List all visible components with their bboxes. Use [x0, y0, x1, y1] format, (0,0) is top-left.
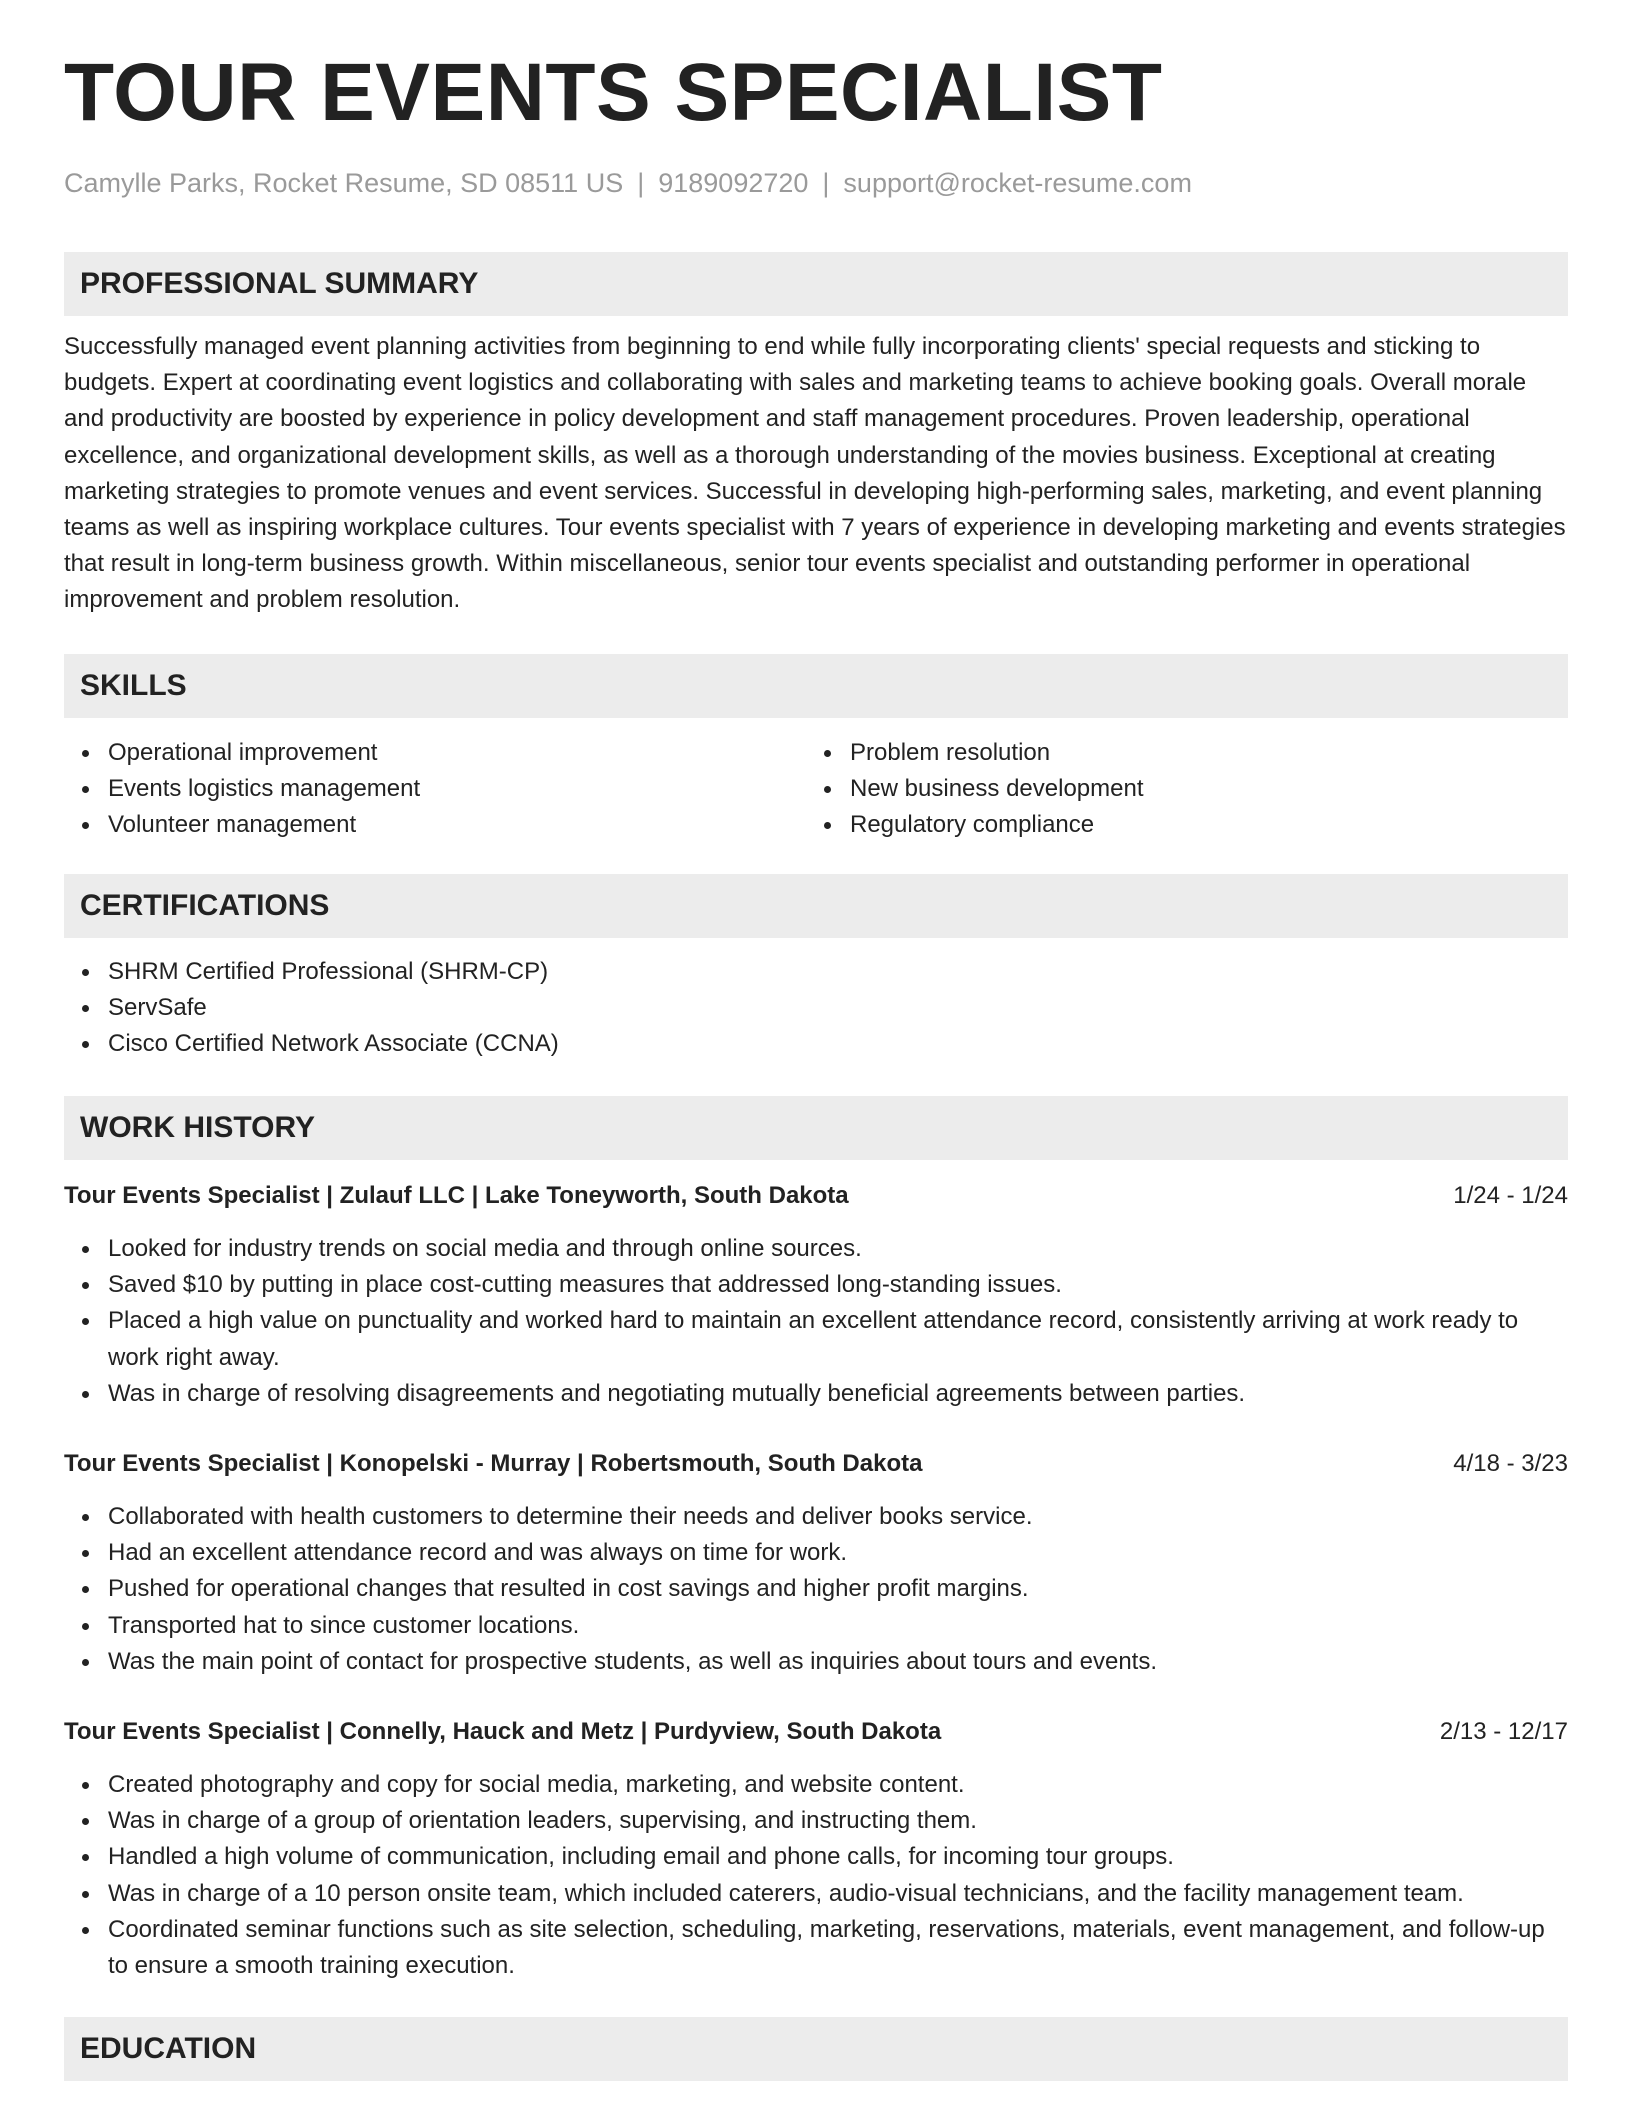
job-header	[64, 1714, 1568, 1750]
job-bullet: Saved $10 by putting in place cost-cutting measures that addressed long-standing issues.	[108, 1267, 1568, 1303]
section-heading-education: EDUCATION	[64, 2017, 1568, 2081]
job-bullet: Handled a high volume of communication, including email and phone calls, for incoming tour groups.	[108, 1839, 1568, 1875]
job-bullet: Was in charge of a group of orientation leaders, supervising, and instructing them.	[108, 1803, 1568, 1839]
summary-text: Successfully managed event planning activities from beginning to end while fully incorporating clients' special requests and sticking to budgets. Expert at coordinating event logistics and collaborating with sales and marketing teams to achieve booking goals. Overall morale and productivity are boosted by experience in policy development and staff management procedures. Proven leadership, operational excellence, and organizational development skills, as well as a thorough understanding of the movies business. Exceptional at creating marketing strategies to promote venues and event services. Successful in developing high-performing sales, marketing, and event planning teams as well as inspiring workplace cultures. Tour events specialist with 7 years of experience in developing marketing and events strategies that result in long-term business growth. Within miscellaneous, senior tour events specialist and outstanding performer in operational improvement and problem resolution.	[64, 333, 1566, 614]
job-title: Tour Events Specialist | Zulauf LLC | Lake Toneyworth, South Dakota	[64, 1182, 849, 1209]
skill-item: Volunteer management	[108, 807, 808, 843]
job-bullets	[64, 1767, 1568, 1984]
job-bullets	[64, 1499, 1568, 1680]
job-header	[64, 1178, 1568, 1214]
contact-name-address: Camylle Parks, Rocket Resume, SD 08511 US	[64, 168, 624, 198]
job-title: Tour Events Specialist | Connelly, Hauck and Metz | Purdyview, South Dakota	[64, 1718, 942, 1745]
job-bullets	[64, 1231, 1568, 1412]
job-bullet: Collaborated with health customers to determine their needs and deliver books service.	[108, 1499, 1568, 1535]
job-dates: 4/18 - 3/23	[1453, 1450, 1568, 1477]
job-bullet: Was in charge of resolving disagreements and negotiating mutually beneficial agreements between parties.	[108, 1376, 1568, 1412]
job-bullet: Was in charge of a 10 person onsite team, which included caterers, audio-visual technicians, and the facility management team.	[108, 1876, 1568, 1912]
certification-item: SHRM Certified Professional (SHRM-CP)	[108, 954, 1568, 990]
skills-list-left	[64, 735, 808, 844]
skills-list-right	[806, 735, 1550, 844]
job-bullet: Had an excellent attendance record and was always on time for work.	[108, 1535, 1568, 1571]
certification-item: ServSafe	[108, 990, 1568, 1026]
certifications-list	[64, 954, 1568, 1063]
skill-item: Operational improvement	[108, 735, 808, 771]
job-dates: 1/24 - 1/24	[1453, 1182, 1568, 1209]
contact-separator: |	[822, 168, 830, 198]
resume-title: TOUR EVENTS SPECIALIST	[64, 47, 1163, 138]
skill-item: Events logistics management	[108, 771, 808, 807]
contact-line	[64, 168, 1192, 199]
job-bullet: Pushed for operational changes that resulted in cost savings and higher profit margins.	[108, 1571, 1568, 1607]
skill-item: Regulatory compliance	[850, 807, 1550, 843]
job-bullet: Created photography and copy for social media, marketing, and website content.	[108, 1767, 1568, 1803]
contact-email: support@rocket-resume.com	[843, 168, 1192, 198]
section-heading-work-history: WORK HISTORY	[64, 1096, 1568, 1160]
contact-phone: 9189092720	[658, 168, 809, 198]
section-heading-summary: PROFESSIONAL SUMMARY	[64, 252, 1568, 316]
section-heading-skills: SKILLS	[64, 654, 1568, 718]
job-bullet: Placed a high value on punctuality and worked hard to maintain an excellent attendance record, consistently arriving at work ready to work right away.	[108, 1303, 1568, 1375]
skill-item: New business development	[850, 771, 1550, 807]
job-dates: 2/13 - 12/17	[1439, 1718, 1568, 1745]
section-heading-certifications: CERTIFICATIONS	[64, 874, 1568, 938]
job-bullet: Looked for industry trends on social media and through online sources.	[108, 1231, 1568, 1267]
job-bullet: Coordinated seminar functions such as site selection, scheduling, marketing, reservations, materials, event management, and follow-up to ensure a smooth training execution.	[108, 1912, 1568, 1984]
job-bullet: Transported hat to since customer locations.	[108, 1608, 1568, 1644]
job-title: Tour Events Specialist | Konopelski - Murray | Robertsmouth, South Dakota	[64, 1450, 923, 1477]
contact-separator: |	[637, 168, 645, 198]
skill-item: Problem resolution	[850, 735, 1550, 771]
job-header	[64, 1446, 1568, 1482]
certification-item: Cisco Certified Network Associate (CCNA)	[108, 1026, 1568, 1062]
job-bullet: Was the main point of contact for prospective students, as well as inquiries about tours and events.	[108, 1644, 1568, 1680]
